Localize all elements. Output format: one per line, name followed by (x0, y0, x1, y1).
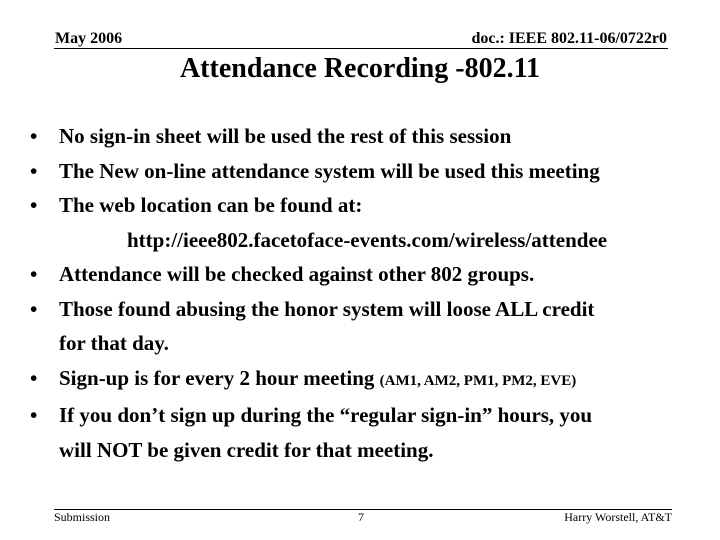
header-doc-id: doc.: IEEE 802.11-06/0722r0 (471, 30, 667, 47)
footer-author: Harry Worstell, AT&T (564, 510, 672, 524)
bullet-item (30, 361, 690, 399)
bullet-text: Those found abusing the honor system will loose ALL credit (59, 296, 595, 321)
bullet-item (30, 257, 690, 292)
bullet-icon: • (30, 296, 38, 321)
bullet-icon: • (30, 193, 38, 217)
bullet-icon: • (30, 262, 38, 286)
bullet-text: If you don’t sign up during the “regular sign-in” hours, you (59, 403, 593, 427)
attendance-url: http://ieee802.facetoface-events.com/wireless/attendee (127, 227, 608, 252)
bullet-text-continued: for that day. (59, 331, 169, 355)
header-divider (54, 48, 668, 49)
bullet-text: Attendance will be checked against other 802 groups. (59, 262, 535, 286)
bullet-item (30, 154, 690, 189)
bullet-item (30, 188, 690, 257)
footer-page-number: 7 (358, 510, 364, 524)
bullet-list (30, 119, 690, 467)
bullet-text: The New on-line attendance system will be used this meeting (59, 158, 600, 183)
bullet-icon: • (30, 403, 38, 427)
footer-submission: Submission (54, 510, 111, 524)
header-date: May 2006 (55, 30, 123, 47)
bullet-icon: • (30, 158, 38, 183)
bullet-item (30, 292, 690, 361)
bullet-text: The web location can be found at: (59, 193, 363, 217)
meeting-slots: (AM1, AM2, PM1, PM2, EVE) (379, 372, 577, 389)
bullet-icon: • (30, 124, 38, 148)
bullet-item (30, 119, 690, 154)
bullet-icon: • (30, 365, 38, 390)
bullet-text-continued: will NOT be given credit for that meeting. (59, 437, 434, 462)
bullet-text: Sign-up is for every 2 hour meeting (59, 365, 380, 390)
bullet-text: No sign-in sheet will be used the rest of this session (59, 124, 512, 148)
bullet-item (30, 398, 690, 467)
slide-title: Attendance Recording -802.11 (179, 53, 541, 84)
